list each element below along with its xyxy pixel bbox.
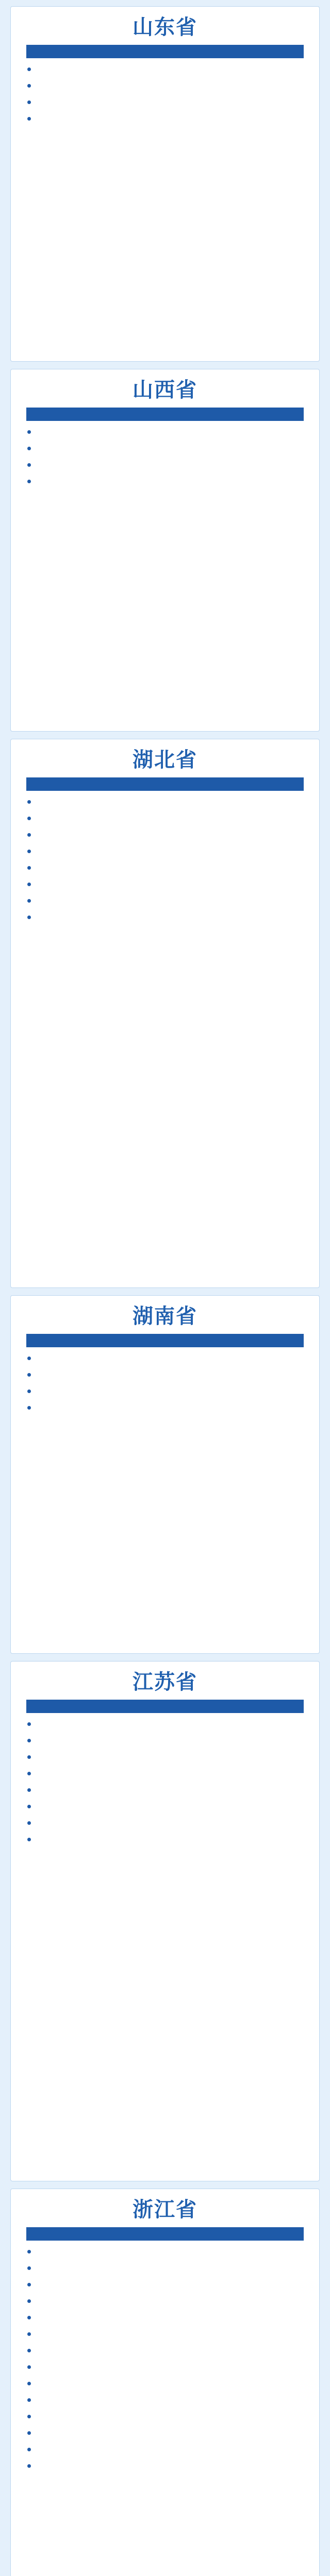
policy-item — [26, 2263, 304, 2273]
policy-item — [26, 2395, 304, 2404]
bullet-dot-icon — [27, 1788, 31, 1792]
bullet-dot-icon — [27, 2349, 31, 2352]
policy-item — [26, 846, 304, 856]
bullet-dot-icon — [27, 1357, 31, 1360]
province-card-shanxi — [10, 369, 320, 732]
document-ref-bar — [26, 45, 304, 58]
bullet-dot-icon — [27, 100, 31, 104]
document-ref-bar — [26, 1700, 304, 1713]
document-ref-bar — [26, 1334, 304, 1347]
bullet-dot-icon — [27, 1838, 31, 1841]
policy-item — [26, 427, 304, 436]
policy-item — [26, 879, 304, 889]
policy-item — [26, 1353, 304, 1363]
province-card-zhejiang — [10, 2189, 320, 2576]
bullet-dot-icon — [27, 2431, 31, 2435]
bullet-dot-icon — [27, 2398, 31, 2402]
policy-item — [26, 2346, 304, 2355]
policy-item — [26, 1719, 304, 1728]
policy-item — [26, 2329, 304, 2338]
policy-item — [26, 2445, 304, 2454]
bullet-dot-icon — [27, 2283, 31, 2286]
bullet-dot-icon — [27, 430, 31, 434]
bullet-dot-icon — [27, 463, 31, 467]
bullet-dot-icon — [27, 2266, 31, 2270]
policy-item — [26, 814, 304, 823]
bullet-dot-icon — [27, 2316, 31, 2319]
bullet-dot-icon — [27, 2415, 31, 2418]
bullet-dot-icon — [27, 2299, 31, 2303]
policy-item — [26, 1403, 304, 1412]
bullet-dot-icon — [27, 916, 31, 919]
bullet-dot-icon — [27, 2365, 31, 2369]
bullet-dot-icon — [27, 1821, 31, 1825]
bullet-dot-icon — [27, 2448, 31, 2451]
bullet-dot-icon — [27, 1722, 31, 1726]
policy-item — [26, 1386, 304, 1396]
province-title: 山西省 — [133, 378, 197, 402]
province-card-jiangsu — [10, 1661, 320, 2181]
document-ref-bar — [26, 2227, 304, 2241]
province-title: 山东省 — [133, 15, 197, 39]
policy-item — [26, 444, 304, 453]
policy-item — [26, 912, 304, 922]
policy-item — [26, 1802, 304, 1811]
policy-item — [26, 1769, 304, 1778]
policy-item — [26, 64, 304, 74]
bullet-dot-icon — [27, 1755, 31, 1759]
policy-item — [26, 1752, 304, 1761]
province-title: 湖北省 — [133, 748, 197, 772]
bullet-dot-icon — [27, 1805, 31, 1808]
policy-item — [26, 2247, 304, 2256]
province-title: 江苏省 — [133, 1670, 197, 1694]
policy-item — [26, 896, 304, 905]
policy-item — [26, 2379, 304, 2388]
bullet-dot-icon — [27, 850, 31, 853]
bullet-dot-icon — [27, 1772, 31, 1775]
province-card-shandong — [10, 6, 320, 362]
policy-item — [26, 1736, 304, 1745]
policy-item — [26, 1835, 304, 1844]
policy-item — [26, 2313, 304, 2322]
policy-item — [26, 2428, 304, 2437]
bullet-dot-icon — [27, 84, 31, 88]
policy-item — [26, 2280, 304, 2289]
document-ref-bar — [26, 777, 304, 791]
policy-item — [26, 114, 304, 123]
bullet-dot-icon — [27, 800, 31, 804]
bullet-dot-icon — [27, 2464, 31, 2468]
bullet-dot-icon — [27, 447, 31, 450]
bullet-dot-icon — [27, 899, 31, 903]
bullet-dot-icon — [27, 833, 31, 837]
policy-item — [26, 863, 304, 872]
policy-item — [26, 1370, 304, 1379]
policy-item — [26, 1785, 304, 1794]
bullet-dot-icon — [27, 67, 31, 71]
bullet-dot-icon — [27, 1389, 31, 1393]
bullet-dot-icon — [27, 117, 31, 121]
bullet-dot-icon — [27, 1739, 31, 1742]
bullet-dot-icon — [27, 2382, 31, 2385]
bullet-dot-icon — [27, 1373, 31, 1377]
bullet-dot-icon — [27, 2250, 31, 2253]
bullet-dot-icon — [27, 2332, 31, 2336]
bullet-dot-icon — [27, 817, 31, 820]
document-ref-bar — [26, 408, 304, 421]
policy-item — [26, 2362, 304, 2371]
bullet-dot-icon — [27, 480, 31, 483]
policy-item — [26, 2412, 304, 2421]
province-card-hunan — [10, 1295, 320, 1654]
policy-item — [26, 97, 304, 107]
policy-item — [26, 477, 304, 486]
province-title: 浙江省 — [133, 2198, 197, 2222]
bullet-dot-icon — [27, 883, 31, 886]
policy-item — [26, 460, 304, 469]
policy-item — [26, 2296, 304, 2306]
bullet-dot-icon — [27, 866, 31, 870]
province-card-hubei — [10, 739, 320, 1288]
province-title: 湖南省 — [133, 1304, 197, 1328]
policy-item — [26, 830, 304, 839]
policy-item — [26, 81, 304, 90]
bullet-dot-icon — [27, 1406, 31, 1410]
policy-item — [26, 797, 304, 806]
policy-item — [26, 2461, 304, 2470]
policy-item — [26, 1818, 304, 1827]
